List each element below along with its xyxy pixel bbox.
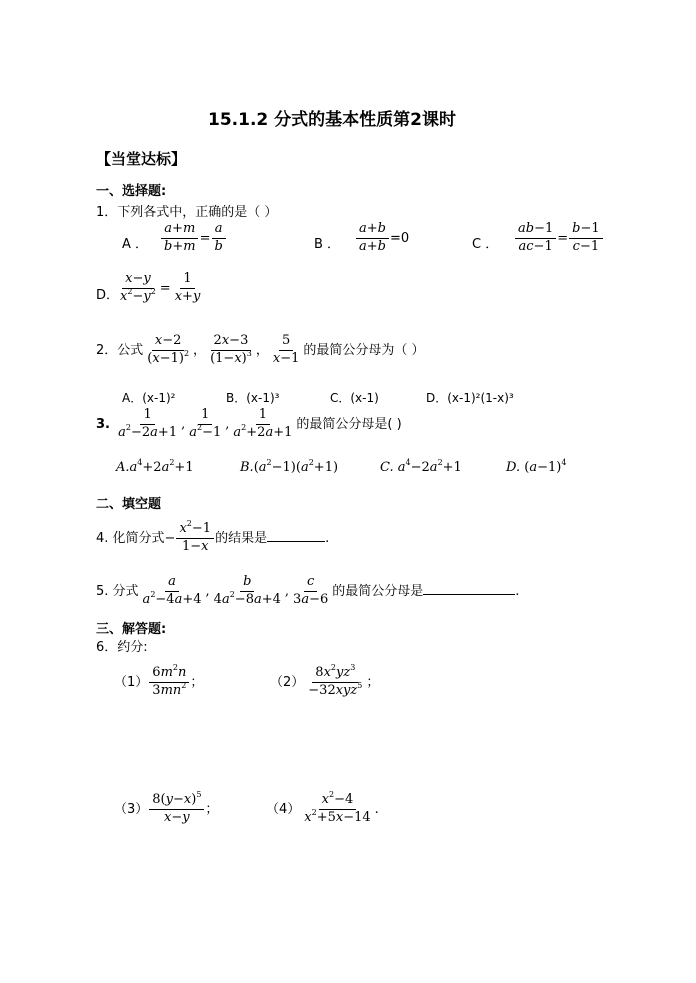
q1-label-d: D．	[96, 288, 120, 303]
q2-option-a: A．(x-1)²	[122, 391, 176, 405]
q5-answer-blank[interactable]	[423, 594, 515, 595]
part3-heading: 三、解答题:	[96, 622, 167, 637]
page-title: 15.1.2 分式的基本性质第2课时	[208, 110, 456, 130]
q1-option-c: $\frac{ab-1}{ac-1}$ = $\frac{b-1}{c-1}$	[514, 222, 604, 255]
q4-answer-blank[interactable]	[267, 541, 325, 542]
q1-stem: 1．下列各式中，正确的是（ ）	[96, 205, 278, 220]
q6-stem: 6．约分:	[96, 640, 148, 655]
q1-option-d: $\frac{x-y}{x^2-y^2}$ = $\frac{1}{x+y}$	[120, 271, 201, 304]
q3-option-a: $A.a^4+2a^2+1$	[116, 458, 194, 475]
q1-label-c: C ．	[472, 237, 499, 252]
q6-part4: （4） $\frac{x^2-4}{x^2+5x-14}$ .	[266, 790, 379, 825]
q1-option-a: $\frac{a+m}{b+m}$ = $\frac{a}{b}$	[160, 222, 227, 255]
q2-line: 2．公式 $\frac{x-2}{(x-1)^2}$ ， $\frac{2x-3}{(1-x)^3}$ ， $\frac{5}{x-1}$ 的最简公分母为（ ）	[96, 333, 425, 366]
q1-label-a: A ．	[122, 237, 149, 252]
section-header: 【当堂达标】	[96, 150, 187, 168]
q3-line: 3. $\frac{1}{a^2-2a+1}$ , $\frac{1}{a^2-1}$ , $\frac{1}{a^2+2a+1}$ 的最简公分母是( )	[96, 407, 402, 440]
q2-option-d: D．(x-1)²(1-x)³	[426, 391, 514, 405]
q1-label-b: B ．	[314, 237, 341, 252]
part1-heading: 一、选择题:	[96, 184, 167, 199]
q6-part1: （1） $\frac{6m^2n}{3mn^2}$ ；	[114, 663, 204, 698]
q3-option-c: C. $a^4-2a^2+1$	[380, 458, 462, 475]
q3-option-b: $B.(a^2-1)(a^2+1)$	[240, 458, 339, 475]
part2-heading: 二、填空题	[96, 497, 162, 512]
q2-option-b: B．(x-1)³	[226, 391, 280, 405]
q5-line: 5. 分式 $\frac{a}{a^2-4a+4}$ , $\frac{b}{4a^2-8a+4}$ , $\frac{c}{3a-6}$ 的最简公分母是 .	[96, 574, 520, 607]
q4-line: 4. 化简分式− $\frac{x^2-1}{1-x}$ 的结果是 .	[96, 519, 330, 554]
q6-part3: （3） $\frac{8(y-x)^5}{x-y}$ ；	[114, 790, 219, 825]
q3-option-d: D. $(a-1)^4$	[506, 458, 567, 475]
q6-part2: （2） $\frac{8x^2yz^3}{-32xyz^5}$ ；	[270, 663, 380, 698]
q2-option-c: C．(x-1)	[330, 391, 379, 405]
q1-option-b: $\frac{a+b}{a+b}$ =0	[355, 222, 409, 255]
